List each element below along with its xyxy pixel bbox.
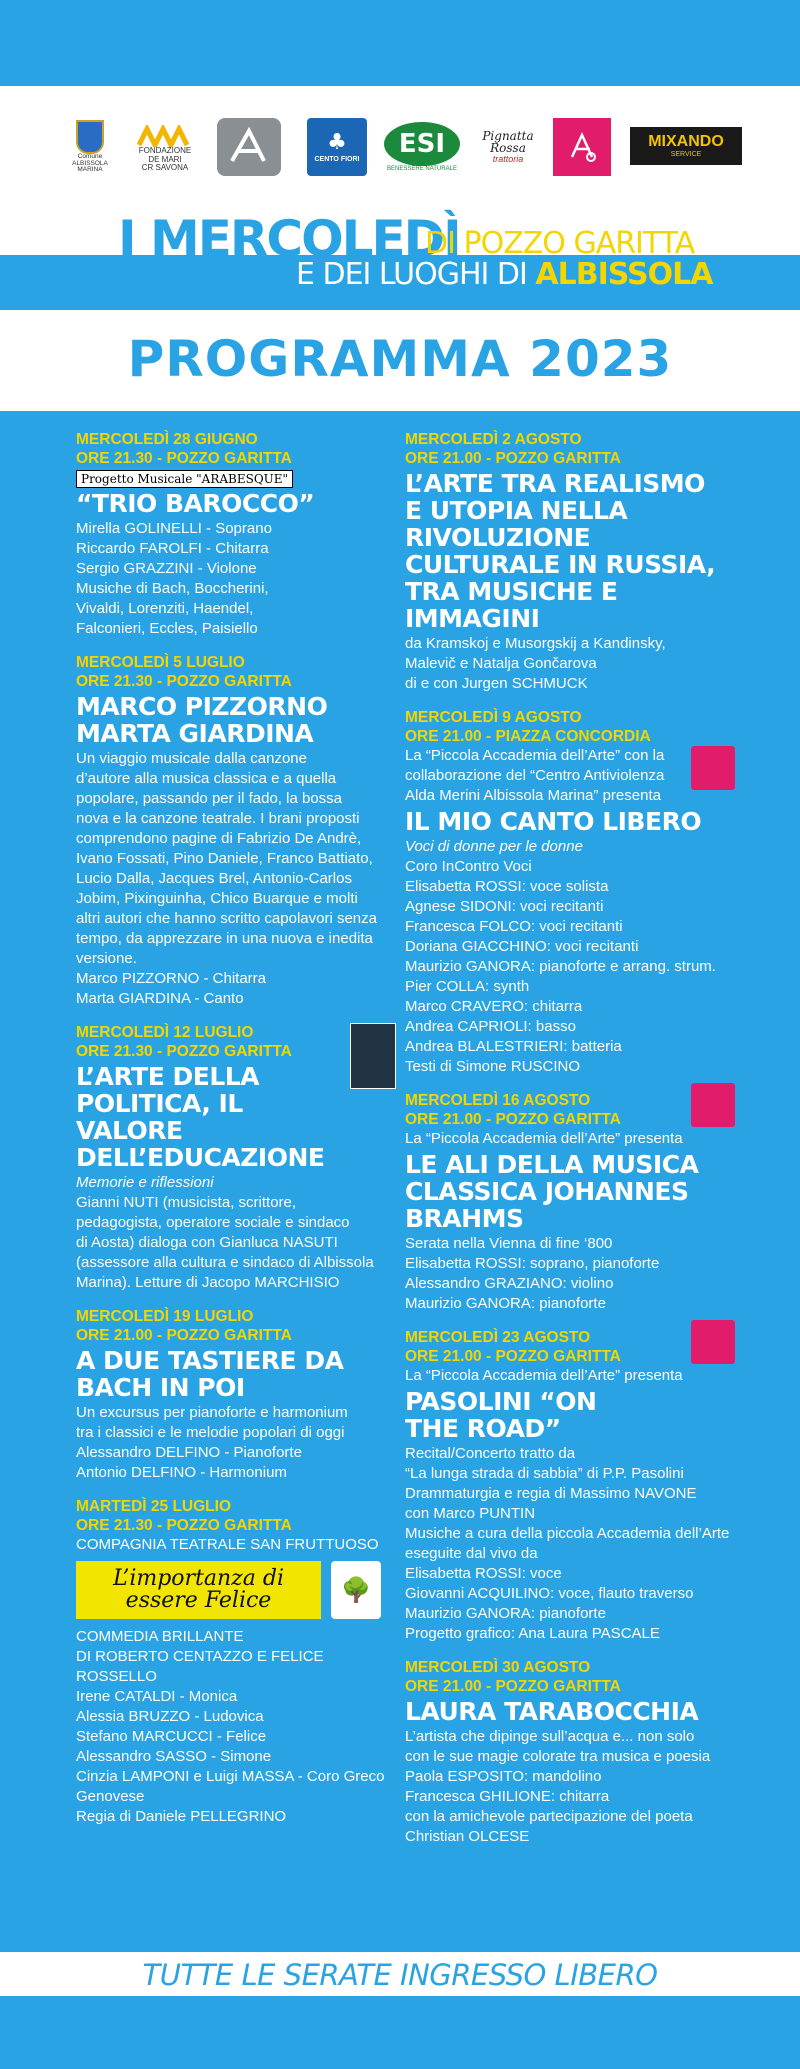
event-line: (assessore alla cultura e sindaco di Albissola (76, 1254, 374, 1271)
event-line: versione. (76, 950, 137, 967)
event-date: MERCOLEDÌ 2 AGOSTO (405, 431, 582, 448)
event-line: eseguite dal vivo da (405, 1545, 538, 1562)
event-line: popolare, passando per il fado, la bossa (76, 790, 343, 807)
event-line: DI ROBERTO CENTAZZO E FELICE ROSSELLO (76, 1648, 324, 1685)
title-subtitle-1: DI POZZO GARITTA (425, 226, 695, 261)
event-line: Marco CRAVERO: chitarra (405, 998, 583, 1015)
fondazione-logo-text: FONDAZIONE DE MARI CR SAVONA (138, 146, 192, 173)
event-time-place: ORE 21.30 - POZZO GARITTA (76, 450, 292, 467)
event-date: MERCOLEDÌ 28 GIUGNO (76, 431, 258, 448)
event-line: Coro InContro Voci (405, 858, 532, 875)
event-line: Stefano MARCUCCI - Felice (76, 1728, 267, 1745)
programma-heading: PROGRAMMA 2023 (127, 330, 673, 388)
event-line: Progetto grafico: Ana Laura PASCALE (405, 1625, 660, 1642)
play-title-image: L’importanza di essere Felice (76, 1561, 321, 1619)
event-time-place: ORE 21.00 - POZZO GARITTA (405, 1348, 621, 1365)
event-line: Ivano Fossati, Pino Daniele, Franco Battiato, (76, 850, 373, 867)
event-line: Alessia BRUZZO - Ludovica (76, 1708, 264, 1725)
event-30-agosto (405, 1658, 735, 1847)
event-line: da Kramskoj e Musorgskij a Kandinsky, (405, 635, 666, 652)
page-title: I MERCOLEDÌ (118, 210, 460, 268)
event-line: di Aosta) dialoga con Gianluca NASUTI (76, 1234, 338, 1251)
signature-mark-icon (224, 125, 274, 169)
event-line: Genovese (76, 1788, 145, 1805)
event-time-place: ORE 21.00 - POZZO GARITTA (405, 1678, 621, 1695)
event-line: Cinzia LAMPONI e Luigi MASSA - Coro Greco (76, 1768, 385, 1785)
fondazione-waves-icon (137, 125, 193, 147)
title-subtitle-2 (296, 257, 712, 292)
event-date: MERCOLEDÌ 5 LUGLIO (76, 654, 245, 671)
event-line: Marta GIARDINA - Canto (76, 990, 244, 1007)
event-line: con Marco PUNTIN (405, 1505, 536, 1522)
pignatta-logo (472, 122, 544, 172)
event-line: Sergio GRAZZINI - Violone (76, 560, 257, 577)
event-line: Testi di Simone RUSCINO (405, 1058, 581, 1075)
pignatta-logo-text: Pignatta Rossa (482, 128, 534, 156)
event-line: tra i classici e le melodie popolari di oggi (76, 1424, 345, 1441)
event-16-agosto (405, 1091, 735, 1314)
event-date: MERCOLEDÌ 16 AGOSTO (405, 1092, 591, 1109)
event-line: Lucio Dalla, Jacques Brel, Antonio-Carlos (76, 870, 352, 887)
mixando-logo-sub: SERVICE (670, 150, 702, 158)
event-line: Maurizio GANORA: pianoforte e arrang. strum. (405, 958, 716, 975)
signature-logo (217, 118, 281, 176)
esi-logo (382, 116, 462, 178)
event-line: Pier COLLA: synth (405, 978, 530, 995)
event-intro: Alda Merini Albissola Marina” presenta (405, 787, 661, 804)
event-line: Mirella GOLINELLI - Soprano (76, 520, 272, 537)
event-company: COMPAGNIA TEATRALE SAN FRUTTUOSO (76, 1536, 379, 1553)
program-right-column (405, 430, 735, 1861)
event-date: MERCOLEDÌ 19 LUGLIO (76, 1308, 254, 1325)
event-title: “TRIO BAROCCO” (76, 489, 315, 518)
event-line: Recital/Concerto tratto da (405, 1445, 576, 1462)
event-line: COMMEDIA BRILLANTE (76, 1628, 244, 1645)
event-28-giugno (76, 430, 396, 639)
event-date: MERCOLEDÌ 30 AGOSTO (405, 1659, 591, 1676)
accademia-arte-icon (691, 1083, 735, 1127)
event-line: Vivaldi, Lorenziti, Haendel, (76, 600, 254, 617)
event-time-place: ORE 21.00 - PIAZZA CONCORDIA (405, 728, 651, 745)
event-date: MARTEDÌ 25 LUGLIO (76, 1498, 232, 1515)
event-intro: La “Piccola Accademia dell’Arte” presenta (405, 1367, 683, 1384)
event-line: con la amichevole partecipazione del poeta (405, 1808, 693, 1825)
event-line: Christian OLCESE (405, 1828, 530, 1845)
event-title: MARCO PIZZORNO MARTA GIARDINA (76, 692, 328, 748)
event-line: Andrea CAPRIOLI: basso (405, 1018, 576, 1035)
event-time-place: ORE 21.00 - POZZO GARITTA (405, 450, 621, 467)
event-title: LAURA TARABOCCHIA (405, 1697, 699, 1726)
event-line: Elisabetta ROSSI: soprano, pianoforte (405, 1255, 660, 1272)
title-subtitle-2-place: ALBISSOLA (535, 257, 713, 292)
accademia-mark-icon (562, 127, 602, 167)
event-line: Alessandro SASSO - Simone (76, 1748, 272, 1765)
mixando-logo (630, 127, 742, 165)
play-banner (76, 1561, 396, 1619)
project-badge: Progetto Musicale "ARABESQUE" (76, 470, 293, 488)
program-left-column (76, 430, 396, 1841)
event-line: L’artista che dipinge sull’acqua e... non solo (405, 1728, 695, 1745)
event-line: Irene CATALDI - Monica (76, 1688, 238, 1705)
book-cover-image (350, 1023, 396, 1089)
accademia-arte-icon (691, 1320, 735, 1364)
event-5-luglio (76, 653, 396, 1009)
esi-logo-mark: ESI (384, 122, 460, 166)
event-12-luglio (76, 1023, 396, 1293)
event-line: Doriana GIACCHINO: voci recitanti (405, 938, 639, 955)
event-line: Un viaggio musicale dalla canzone (76, 750, 307, 767)
event-line: Alessandro DELFINO - Pianoforte (76, 1444, 302, 1461)
event-19-luglio (76, 1307, 396, 1483)
event-title: IL MIO CANTO LIBERO (405, 807, 702, 836)
top-blue-band (0, 0, 800, 86)
event-subtitle: Memorie e riflessioni (76, 1174, 214, 1191)
albissola-crest-logo (70, 112, 110, 182)
event-line: Paola ESPOSITO: mandolino (405, 1768, 602, 1785)
event-date: MERCOLEDÌ 9 AGOSTO (405, 709, 582, 726)
event-line: con le sue magie colorate tra musica e poesia (405, 1748, 711, 1765)
mixando-logo-text: MIXANDO (648, 132, 724, 150)
event-title: L’ARTE DELLA POLITICA, IL VALORE DELL’EDUCAZIONE (76, 1062, 325, 1172)
event-line: Serata nella Vienna di fine ‘800 (405, 1235, 613, 1252)
event-line: Musiche di Bach, Boccherini, (76, 580, 269, 597)
event-line: Giovanni ACQUILINO: voce, flauto traverso (405, 1585, 694, 1602)
event-line: Andrea BLALESTRIERI: batteria (405, 1038, 622, 1055)
centofiori-logo (307, 118, 367, 176)
sponsor-logos (60, 112, 750, 182)
event-23-agosto (405, 1328, 735, 1644)
event-line: Elisabetta ROSSI: voce solista (405, 878, 609, 895)
event-time-place: ORE 21.30 - POZZO GARITTA (76, 1043, 292, 1060)
event-intro: collaborazione del “Centro Antiviolenza (405, 767, 665, 784)
footer-free-entry: TUTTE LE SERATE INGRESSO LIBERO (142, 1958, 658, 1992)
event-date: MERCOLEDÌ 12 LUGLIO (76, 1024, 254, 1041)
event-title: A DUE TASTIERE DA BACH IN POI (76, 1346, 344, 1402)
title-subtitle-2-prefix: E DEI LUOGHI DI (296, 257, 527, 292)
event-9-agosto (405, 708, 735, 1077)
event-25-luglio (76, 1497, 396, 1827)
event-line: Francesca FOLCO: voci recitanti (405, 918, 623, 935)
tree-logo-icon: 🌳 (331, 1561, 381, 1619)
event-line: Malevič e Natalja Gončarova (405, 655, 597, 672)
accademia-arte-logo (553, 118, 611, 176)
event-line: Riccardo FAROLFI - Chitarra (76, 540, 269, 557)
accademia-arte-icon (691, 746, 735, 790)
crest-shield-icon (76, 120, 104, 154)
event-line: Falconieri, Eccles, Paisiello (76, 620, 258, 637)
event-line: Un excursus per pianoforte e harmonium (76, 1404, 348, 1421)
albissola-logo-text: Comune ALBISSOLA MARINA (72, 152, 108, 174)
pignatta-logo-sub: trattoria (492, 153, 524, 164)
event-intro: La “Piccola Accademia dell’Arte” con la (405, 747, 665, 764)
fondazione-logo (135, 116, 195, 182)
centofiori-logo-text: CENTO FIORI (314, 156, 360, 164)
event-line: Francesca GHILIONE: chitarra (405, 1788, 610, 1805)
event-line: Marco PIZZORNO - Chitarra (76, 970, 267, 987)
clover-icon: ♣ (327, 130, 347, 156)
event-line: di e con Jurgen SCHMUCK (405, 675, 588, 692)
event-time-place: ORE 21.30 - POZZO GARITTA (76, 1517, 292, 1534)
event-title: LE ALI DELLA MUSICA CLASSICA JOHANNES BRAHMS (405, 1150, 699, 1233)
event-line: comprendono pagine di Fabrizio De Andrè, (76, 830, 362, 847)
event-line: Elisabetta ROSSI: voce (405, 1565, 562, 1582)
event-line: nova e la canzone teatrale. I brani proposti (76, 810, 360, 827)
event-line: Maurizio GANORA: pianoforte (405, 1605, 606, 1622)
event-line: Musiche a cura della piccola Accademia dell’Arte (405, 1525, 730, 1542)
event-title: L’ARTE TRA REALISMO E UTOPIA NELLA RIVOLUZIONE CULTURALE IN RUSSIA, TRA MUSICHE E IMMAGINI (405, 469, 716, 633)
event-line: Alessandro GRAZIANO: violino (405, 1275, 614, 1292)
event-line: Gianni NUTI (musicista, scrittore, (76, 1194, 297, 1211)
event-line: Antonio DELFINO - Harmonium (76, 1464, 287, 1481)
event-line: “La lunga strada di sabbia” di P.P. Pasolini (405, 1465, 684, 1482)
event-subtitle: Voci di donne per le donne (405, 838, 583, 855)
event-2-agosto (405, 430, 735, 694)
event-line: tempo, da apprezzare in una nuova e inedita (76, 930, 373, 947)
event-intro: La “Piccola Accademia dell’Arte” presenta (405, 1130, 683, 1147)
event-line: Maurizio GANORA: pianoforte (405, 1295, 606, 1312)
esi-logo-sub: BENESSERE NATURALE (387, 165, 457, 172)
event-line: Agnese SIDONI: voci recitanti (405, 898, 604, 915)
event-date: MERCOLEDÌ 23 AGOSTO (405, 1329, 591, 1346)
event-line: Drammaturgia e regia di Massimo NAVONE (405, 1485, 697, 1502)
event-line: altri autori che hanno scritto capolavori senza (76, 910, 377, 927)
event-time-place: ORE 21.00 - POZZO GARITTA (76, 1327, 292, 1344)
event-line: Jobim, Pixinguinha, Chico Buarque e molti (76, 890, 358, 907)
event-line: Regia di Daniele PELLEGRINO (76, 1808, 287, 1825)
event-time-place: ORE 21.00 - POZZO GARITTA (405, 1111, 621, 1128)
event-line: pedagogista, operatore sociale e sindaco (76, 1214, 350, 1231)
event-line: Marina). Letture di Jacopo MARCHISIO (76, 1274, 340, 1291)
event-time-place: ORE 21.30 - POZZO GARITTA (76, 673, 292, 690)
event-line: d’autore alla musica classica e a quella (76, 770, 337, 787)
event-title: PASOLINI “ON THE ROAD” (405, 1387, 597, 1443)
